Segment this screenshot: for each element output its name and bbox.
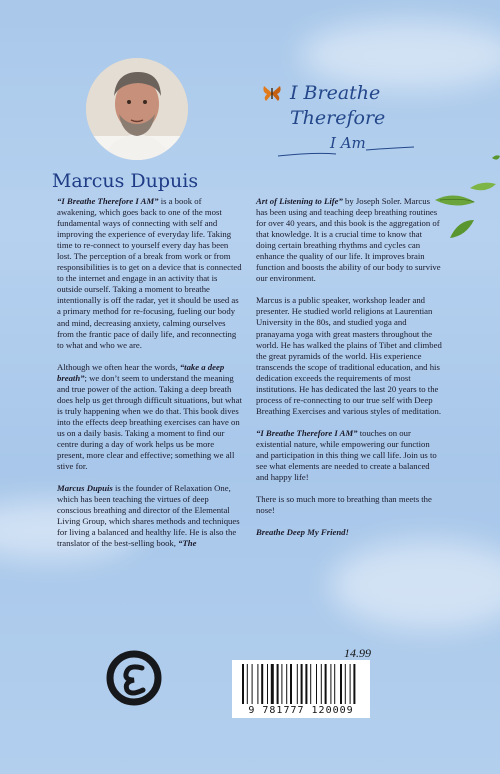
author-name-inline: Marcus Dupuis (57, 483, 113, 494)
title-line-2: Therefore (290, 107, 386, 129)
right-paragraph-1 (256, 196, 442, 284)
butterfly-icon (262, 84, 282, 102)
barcode-bars (242, 664, 360, 704)
paragraph-text: Marcus is a public speaker, workshop leader and presenter. He studied world religions at Laurentian University in the 80s, and studied yoga and pranayama yoga with great masters throughout the world. He has walked the plains of Tibet and climbed the great pyramids of the world. His experience transcends the scope of traditional education, and his dedication exceeds the requirements of most institutions. He has dedicated the last 20 years to the process of re-connecting to our true self with Deep Breathing Exercises and various styles of meditation. (256, 295, 442, 416)
sign-off: Breathe Deep My Friend! (256, 527, 349, 538)
book-title-inline: Art of Listening to Life” (256, 196, 343, 206)
title-line-1: I Breathe (290, 82, 381, 104)
portrait-image (86, 58, 188, 160)
left-paragraph-2 (57, 362, 243, 472)
paragraph-text: There is so much more to breathing than meets the nose! (256, 494, 432, 516)
author-portrait (86, 58, 188, 160)
price: 14.99 (344, 646, 371, 660)
author-name: Marcus Dupuis (51, 170, 199, 192)
left-paragraph-3 (57, 483, 243, 549)
paragraph-text: Although we often hear the words, (57, 361, 180, 372)
paragraph-text: touches on our existential nature, while empowering our function and participation in this thing we call life. Join us to see what elements are needed to create a balanced and happy life! (256, 427, 437, 483)
paragraph-text: by Joseph Soler. Marcus has been using and teaching deep breathing routines for over 40 years, and this book is the aggregation of that knowledge. It is a crucial time to know that doing certain breathing rhythms and cycles can enhance the quality of our life. It improves brain function and boosts the ability of our body to survive our environment. (256, 196, 441, 284)
cloud (300, 20, 500, 90)
paragraph-text: is a book of awakening, which goes back to one of the most fundamental ways of connecting with self and improving the experience of everyday life. Taking time to re-connect to yourself every day has been lost. The perception of a break from work or from responsibilities is to get on a device that is connected to the internet and engage in an activity that is outside ourself. Taking a moment to breathe intentionally is off the radar, yet it should be used as a primary method for re-focusing, fueling our body and mind, decreasing anxiety, calming ourselves from the frantic pace of daily life, and reconnecting to what and who we are. (57, 196, 242, 350)
right-paragraph-5 (256, 527, 442, 538)
publisher-logo (106, 650, 162, 706)
right-paragraph-2 (256, 295, 442, 417)
emphasis-quote: “take a deep breath” (57, 361, 225, 383)
paragraph-text: is the founder of Relaxation One, which has been teaching the virtues of deep conscious breathing and director of the Elemental Living Group, which shares methods and techniques for living a balanced and healthy life. He is also the translator of the best-selling book, (57, 483, 240, 549)
right-paragraph-3 (256, 428, 442, 483)
left-paragraph-1 (57, 196, 243, 351)
title-line-3: I Am (330, 134, 366, 152)
isbn-barcode (232, 660, 370, 718)
cloud (330, 540, 500, 630)
book-title-quote: “I Breathe Therefore I AM” (256, 427, 358, 438)
isbn-digits: 9 781777 120009 (248, 705, 354, 716)
title-block (262, 82, 442, 172)
book-title-inline: “The (178, 538, 197, 549)
book-title-quote: “I Breathe Therefore I AM” (57, 196, 159, 206)
right-column (256, 196, 442, 549)
paragraph-text: ; we don’t seem to understand the meaning and true power of the action. Taking a deep breath does help us get through difficult situations, but what is truly happening when we do that. This book dives into the effects deep breathing exercises can have on us on a daily basis. Taking a moment to find our centre during a day of work helps us be more present, more clear and effective; something we all stive for. (57, 372, 242, 472)
right-paragraph-4 (256, 494, 442, 516)
left-column (57, 196, 243, 560)
